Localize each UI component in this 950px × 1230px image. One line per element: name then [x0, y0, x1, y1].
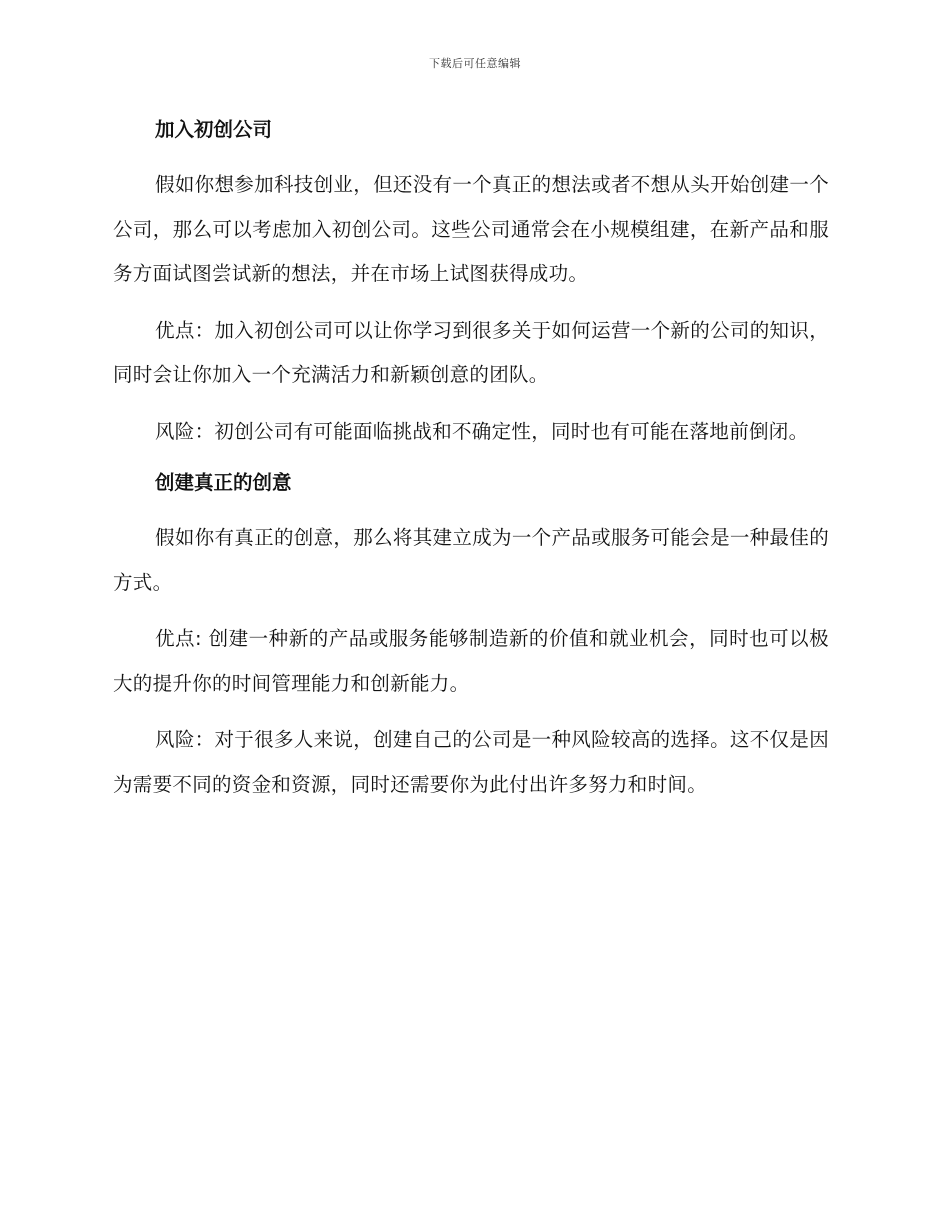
paragraph: 假如你有真正的创意，那么将其建立成为一个产品或服务可能会是一种最佳的方式。 [113, 526, 829, 594]
paragraph: 假如你想参加科技创业，但还没有一个真正的想法或者不想从头开始创建一个公司，那么可以考虑加入初创公司。这些公司通常会在小规模组建，在新产品和服务方面试图尝试新的想法，并在市场上试图获得成功。 [113, 173, 829, 285]
section-join-startup [113, 113, 829, 454]
section-heading: 加入初创公司 [155, 118, 273, 141]
paragraph-risks: 风险：对于很多人来说，创建自己的公司是一种风险较高的选择。这不仅是因为需要不同的资金和资源，同时还需要你为此付出许多努力和时间。 [113, 728, 829, 796]
document-body [113, 113, 829, 819]
paragraph-pros: 优点: 创建一种新的产品或服务能够制造新的价值和就业机会，同时也可以极大的提升你的时间管理能力和创新能力。 [113, 627, 829, 695]
header-note: 下载后可任意编辑 [429, 57, 521, 70]
section-heading: 创建真正的创意 [155, 471, 292, 494]
section-create-idea [113, 466, 829, 807]
paragraph-pros: 优点：加入初创公司可以让你学习到很多关于如何运营一个新的公司的知识，同时会让你加入一个充满活力和新颖创意的团队。 [113, 318, 829, 386]
paragraph-risks: 风险：初创公司有可能面临挑战和不确定性，同时也有可能在落地前倒闭。 [155, 419, 809, 443]
